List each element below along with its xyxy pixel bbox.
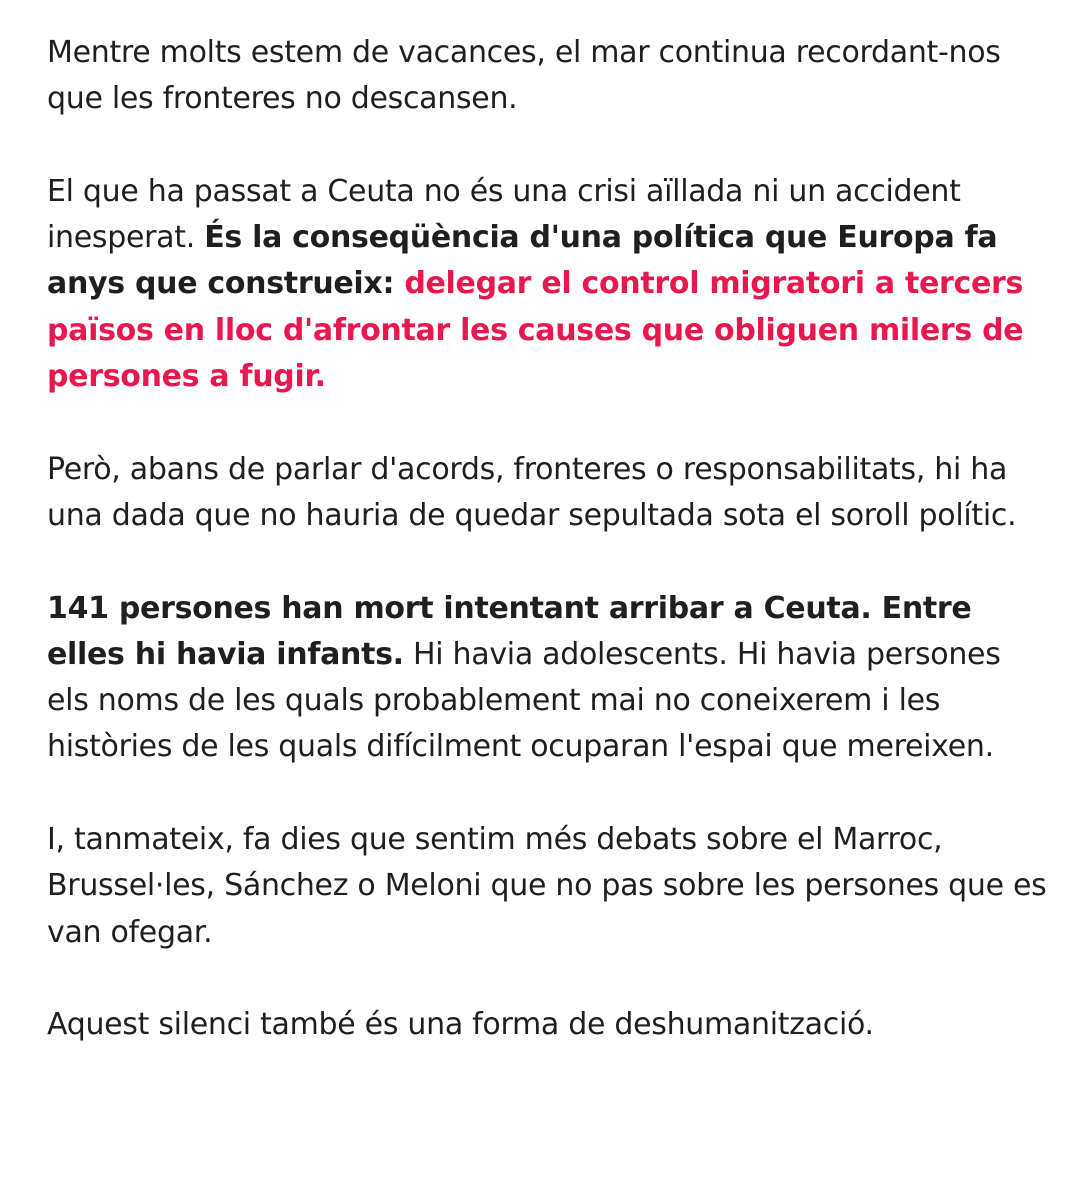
paragraph-2-text: El que ha passat a Ceuta no és una crisi aïllada ni un accident inesperat. bbox=[47, 173, 961, 256]
paragraph-3-text: Però, abans de parlar d'acords, fronteres o responsabilitats, hi ha una dada que no hauria de quedar sepultada sota el soroll polític. bbox=[47, 451, 1017, 533]
paragraph-4-text: Hi havia adolescents. Hi havia persones els noms de les quals probablement mai no coneixerem i les històries de les quals difícilment ocuparan l'espai que mereixen. bbox=[47, 636, 1001, 765]
paragraph-2 bbox=[47, 169, 1047, 400]
paragraph-2-bold: És la conseqüència d'una política que Europa fa anys que construeix: bbox=[47, 220, 998, 302]
paragraph-6 bbox=[47, 1002, 1047, 1048]
paragraph-2-highlight: delegar el control migratori a tercers països en lloc d'afrontar les causes que obliguen milers de persones a fugir. bbox=[47, 266, 1024, 395]
paragraph-6-text: Aquest silenci també és una forma de deshumanització. bbox=[47, 1007, 874, 1043]
paragraph-3 bbox=[47, 447, 1047, 540]
article-body bbox=[47, 30, 1047, 1049]
paragraph-4 bbox=[47, 586, 1047, 771]
paragraph-1-text: Mentre molts estem de vacances, el mar continua recordant-nos que les fronteres no descansen. bbox=[47, 35, 1001, 117]
paragraph-4-bold: 141 persones han mort intentant arribar a Ceuta. Entre elles hi havia infants. bbox=[47, 590, 972, 672]
paragraph-5 bbox=[47, 817, 1047, 956]
paragraph-5-text: I, tanmateix, fa dies que sentim més debats sobre el Marroc, Brussel·les, Sánchez o Meloni que no pas sobre les persones que es van ofegar. bbox=[47, 822, 1047, 950]
paragraph-1 bbox=[47, 30, 1047, 123]
